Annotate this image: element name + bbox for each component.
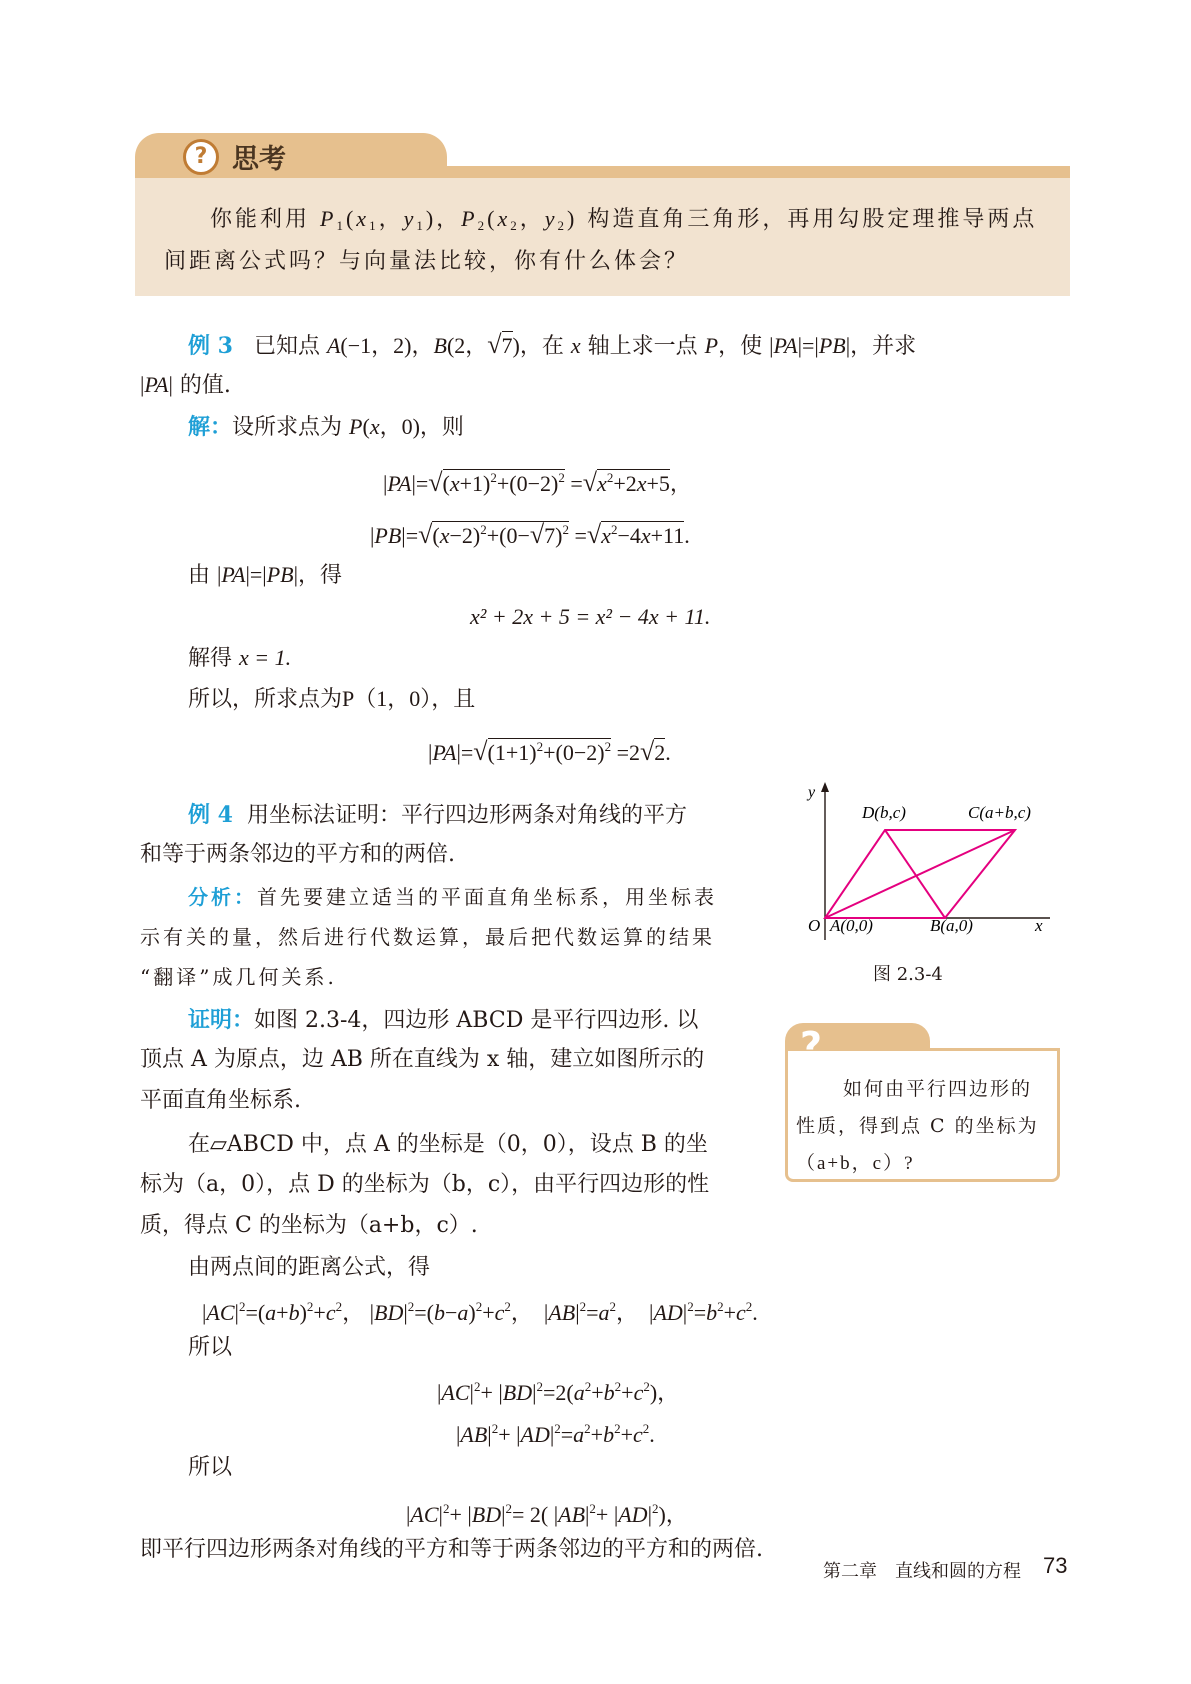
y-label: y <box>808 784 816 801</box>
example3-solve: 解得 x = 1. <box>188 645 292 671</box>
sum-sides: $|AB|^2+ |AD|^2=a^2+b^2+c^2$. <box>456 1421 655 1447</box>
y-axis-arrow <box>821 782 829 792</box>
example3-by: 由 |PA|=|PB|，得 <box>188 562 342 588</box>
diagonal-bd <box>885 830 945 918</box>
think-line-1: 你能利用 $P_1(x_1$，$y_1$)，$P_2(x_2$，$y_2$) 构造直角三角形，再用勾股定理推导两点 <box>210 206 1038 233</box>
proof-line-3: 平面直角坐标系. <box>140 1088 301 1113</box>
diagonal-ac <box>825 830 1015 918</box>
proof-line-1: 证明：如图 2.3-4，四边形 ABCD 是平行四边形. 以 <box>188 1007 699 1033</box>
parallelogram-figure <box>790 780 1060 950</box>
side-question-line-3: （a+b，c）? <box>796 1153 915 1174</box>
question-mark-icon: ? <box>800 1024 823 1068</box>
question-circle-icon: ? <box>183 139 219 175</box>
example4-line-1: 例 4 用坐标法证明：平行四边形两条对角线的平方 <box>188 802 687 828</box>
analysis-line-1: 分析：首先要建立适当的平面直角坐标系，用坐标表 <box>188 885 717 909</box>
side-question-line-2: 性质，得到点 C 的坐标为 <box>796 1115 1039 1137</box>
think-line-2: 间距离公式吗？与向量法比较，你有什么体会？ <box>164 249 690 274</box>
d-label: D(b,c) <box>862 803 906 822</box>
equation-pa: $|PA|=√(x+1)^2+(0-2)^2 =√x^2+2x+5$， <box>383 468 692 497</box>
sum-diagonals: $|AC|^2+ |BD|^2=2(a^2+b^2+c^2)$， <box>437 1379 680 1405</box>
analysis-line-2: 示有关的量，然后进行代数运算，最后把代数运算的结果 <box>140 925 715 949</box>
conclusion: 即平行四边形两条对角线的平方和等于两条邻边的平方和的两倍. <box>140 1537 763 1562</box>
equation-pa-value: $|PA|=√(1+1)^2+(0-2)^2 =2√2$. <box>428 737 671 766</box>
example3-statement-2: |PA| 的值. <box>140 372 231 398</box>
think-title: 思考 <box>232 144 286 175</box>
example3-solution: 解：设所求点为 P(x，0)，则 <box>188 414 464 440</box>
proof-line-6: 质，得点 C 的坐标为（a+b，c）. <box>140 1213 478 1238</box>
chapter-footer: 第二章 直线和圆的方程 <box>823 1561 1021 1582</box>
final-equation: $|AC|^2+ |BD|^2= 2$( $|AB|^2+ |AD|^2$)， <box>406 1501 688 1527</box>
figure-caption: 图 2.3-4 <box>873 964 943 985</box>
proof-line-2: 顶点 A 为原点，边 AB 所在直线为 x 轴，建立如图所示的 <box>140 1047 705 1072</box>
side-question-line-1: 如何由平行四边形的 <box>843 1078 1033 1100</box>
b-label: B(a,0) <box>930 916 973 935</box>
equation-3: x² + 2x + 5 = x² − 4x + 11. <box>470 604 711 629</box>
so-1: 所以 <box>188 1335 233 1360</box>
so-2: 所以 <box>188 1455 233 1480</box>
equation-pb: $|PB|=√(x-2)^2+(0-√7)^2 =√x^2-4x+11$. <box>370 520 690 549</box>
analysis-line-3: “翻译”成几何关系. <box>140 965 337 989</box>
proof-line-7: 由两点间的距离公式，得 <box>188 1255 431 1280</box>
example4-line-2: 和等于两条邻边的平方和的两倍. <box>140 842 455 867</box>
example3-so: 所以，所求点为P（1，0），且 <box>188 686 476 712</box>
example3-statement: 例 3 已知点 A(−1，2)，B(2，√7)，在 x 轴上求一点 P，使 |PA|=|PB|，并求 <box>188 330 917 359</box>
x-label: x <box>1035 916 1043 935</box>
distance-equations: $|AC|^2=(a+b)^2+c^2$， $|BD|^2=(b-a)^2+c^2$， $|AB|^2=a^2$， $|AD|^2=b^2+c^2$. <box>202 1299 758 1325</box>
page-number: 73 <box>1043 1553 1068 1578</box>
o-label: O <box>808 916 821 935</box>
a-label: A(0,0) <box>830 916 873 935</box>
proof-line-5: 标为（a，0），点 D 的坐标为（b，c），由平行四边形的性 <box>140 1172 710 1197</box>
proof-line-4: 在▱ABCD 中，点 A 的坐标是（0，0），设点 B 的坐 <box>188 1132 708 1157</box>
c-label: C(a+b,c) <box>968 803 1031 822</box>
